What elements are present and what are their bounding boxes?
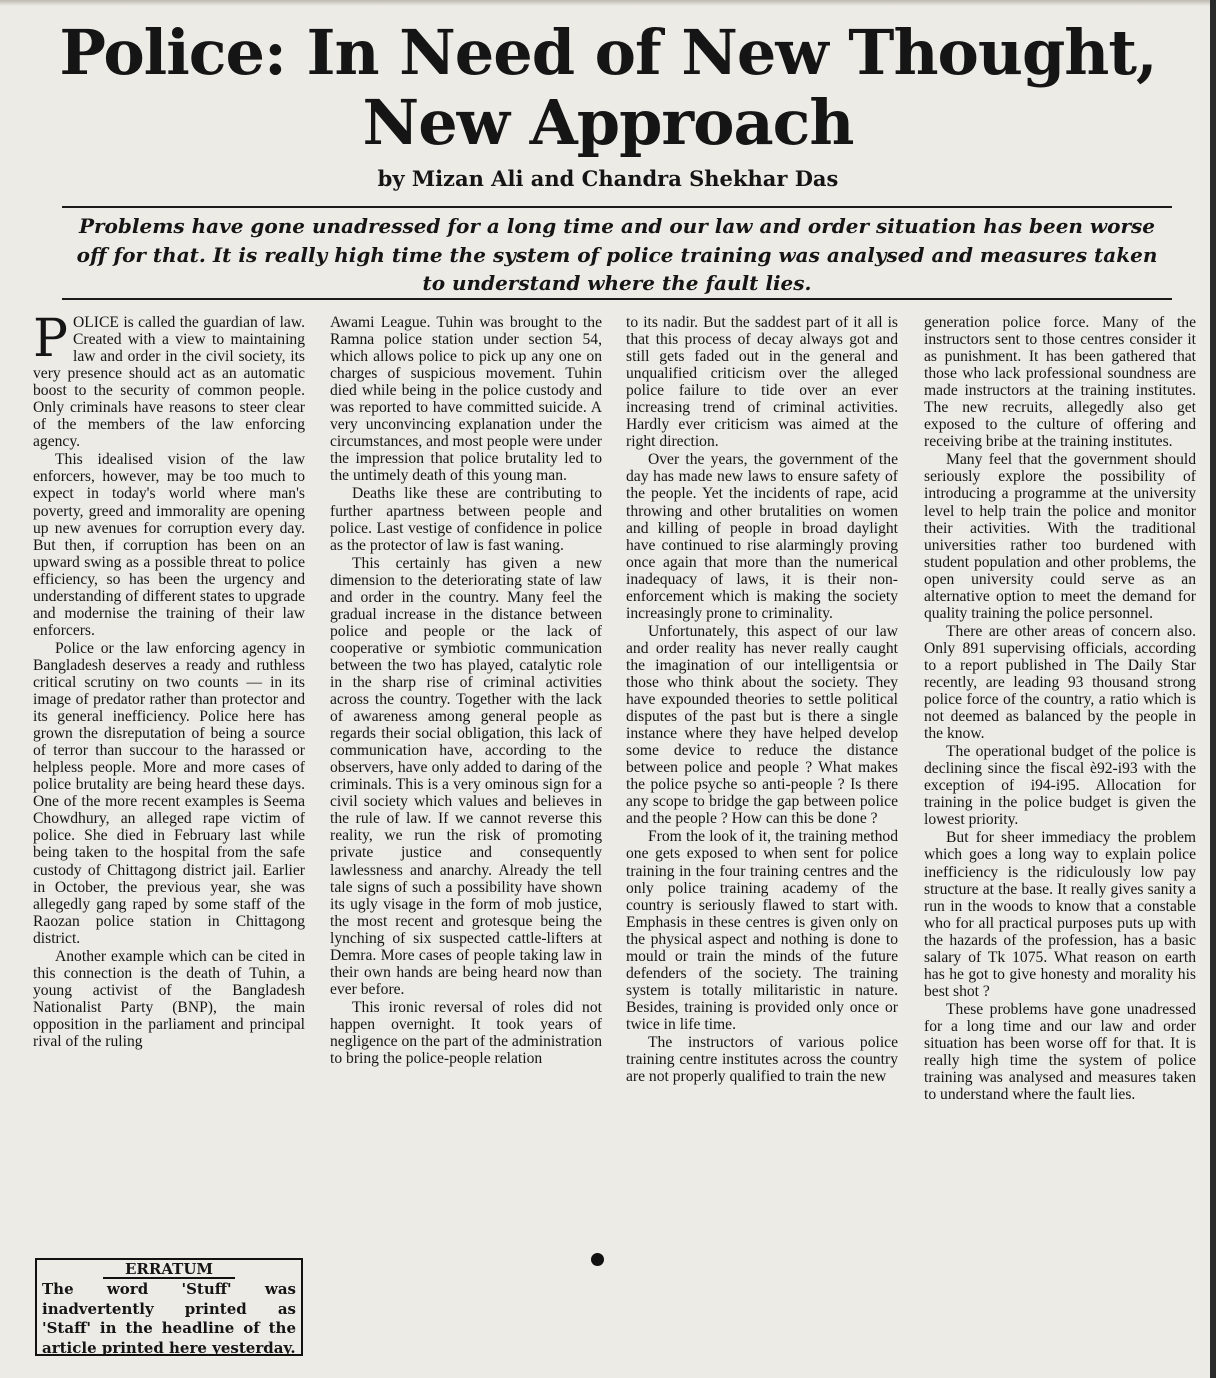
byline: by Mizan Ali and Chandra Shekhar Das	[377, 166, 839, 191]
paragraph: Another example which can be cited in this connection is the death of Tuhin, a young activist of the Bangladesh Nationalist Party (BNP), the main opposition in the parliament and principal rival of the ruling	[33, 947, 305, 1050]
paragraph: POLICE is called the guardian of law. Created with a view to maintaining law and order in the civil society, its very presence should act as an automatic boost to the security of common people. Only criminals have reasons to steer clear of the members of the law enforcing agency.	[33, 309, 305, 451]
paragraph: Police or the law enforcing agency in Bangladesh deserves a ready and ruthless critical scrutiny on two counts — in its image of predator rather than protector and its general inefficiency. Police here has grown the disreputation of being a source of terror than succour to the harassed or helpless people. More and more cases of police brutality are being heard these days. One of the more recent examples is Seema Chowdhury, an alleged rape victim of police. She died in February last while being taken to the hospital from the safe custody of Chittagong district jail. Earlier in October, the previous year, she was allegedly gang raped by some staff of the Raozan police station in Chittagong district.	[33, 639, 305, 947]
page-right-edge	[1210, 0, 1216, 1378]
erratum-text: The word 'Stuff' was inadvertently printed as 'Staff' in the headline of the article printed here yesterday.	[42, 1280, 296, 1357]
paragraph: Unfortunately, this aspect of our law and order reality has never really caught the imagination of our intelligentsia or those who think about the society. They have expounded theories to settle political disputes of the past but is there a single instance where they have helped develop some device to reduce the distance between police and people ? What makes the police psyche so anti-people ? Is there any scope to bridge the gap between police and the people ? How can this be done ?	[626, 622, 898, 828]
paragraph: This ironic reversal of roles did not happen overnight. It took years of negligence on the part of the administration to bring the police-people relation	[330, 998, 602, 1068]
paragraph: The operational budget of the police is declining since the fiscal è92-i93 with the exception of i94-i95. Allocation for training in the police budget is given the lowest priority.	[924, 743, 1196, 829]
paragraph: These problems have gone unadressed for a long time and our law and order situation has been worse off for that. It is really high time the system of police training was analysed and measures taken to understand where the fault lies.	[924, 1000, 1196, 1104]
paragraph: Awami League. Tuhin was brought to the Ramna police station under section 54, which allows police to pick up any one on charges of suspicious movement. Tuhin died while being in the police custody and was reported to have committed suicide. A very unconvincing explanation under the circumstances, and most people were under the impression that police brutality led to the untimely death of this young man.	[330, 314, 602, 485]
paragraph: The instructors of various police training centre institutes across the country are not properly qualified to train the new	[626, 1033, 898, 1086]
column-3	[626, 314, 898, 1085]
paragraph: Over the years, the government of the day has made new laws to ensure safety of the people. Yet the incidents of rape, acid throwing and other brutalities on women and killing of people in broad daylight have continued to rise alarmingly proving once again that more than the numerical inadequacy of laws, it is their non-enforcement which is making the society increasingly prone to criminality.	[626, 451, 898, 622]
deck-top-rule	[62, 206, 1172, 208]
column-1	[33, 309, 305, 1050]
erratum-title: ERRATUM	[103, 1260, 235, 1279]
page-top-edge	[0, 0, 1216, 6]
standfirst: Problems have gone unadressed for a long time and our law and order situation has been worse off for that. It is really high time the system of police training was analysed and measures taken to understand where the fault lies.	[76, 214, 1158, 295]
paragraph: Deaths like these are contributing to further apartness between people and police. Last vestige of confidence in police as the protector of law is fast waning.	[330, 485, 602, 554]
deck-bottom-rule	[62, 298, 1172, 300]
erratum-box	[35, 1258, 303, 1356]
paragraph: But for sheer immediacy the problem which goes a long way to explain police inefficiency is the ridiculously low pay structure at the base. It really gives sanity a run in the woods to know that a constable who for all practical purposes puts up with the hazards of the profession, has a basic salary of Tk 1075. What reason on earth has he got to give honesty and morality his best shot ?	[924, 829, 1196, 1000]
paragraph: Many feel that the government should seriously explore the possibility of introducing a programme at the university level to help train the police and monitor their activities. With the traditional universities rather too burdened with student population and other problems, the open university could serve as an alternative option to meet the demand for quality training the police personnel.	[924, 451, 1196, 622]
drop-cap: P	[33, 309, 68, 369]
paragraph: to its nadir. But the saddest part of it all is that this process of decay always got and still gets faded out in the general and unqualified criticism over the alleged police failure to tide over an ever increasing trend of criminal activities. Hardly ever criticism was aimed at the right direction.	[626, 314, 898, 451]
column-2	[330, 314, 602, 1067]
bullet-dot	[591, 1253, 604, 1266]
headline: Police: In Need of New Thought, New Approach	[59, 16, 1157, 159]
paragraph: generation police force. Many of the instructors sent to those centres consider it as punishment. It has been gathered that those who lack professional soundness are made instructors at the training institutes. The new recruits, allegedly also get exposed to the culture of offering and receiving bribe at the training institutes.	[924, 314, 1196, 451]
paragraph: There are other areas of concern also. Only 891 supervising officials, according to a report published in The Daily Star recently, are leading 93 thousand strong police force of the country, a ratio which is not deemed as balanced by the people in the know.	[924, 622, 1196, 743]
paragraph: This certainly has given a new dimension to the deteriorating state of law and order in the country. Many feel the gradual increase in the distance between police and people or the lack of cooperative or symbiotic communication between the two has played, catalytic role in the sharp rise of criminal activities across the country. Together with the lack of awareness among general people as regards their social obligation, this lack of communication have, according to the observers, have only added to daring of the criminals. This is a very ominous sign for a civil society which values and believes in the rule of law. If we cannot reverse this reality, we run the risk of promoting private justice and consequently lawlessness and anarchy. Already the tell tale signs of such a possibility have shown its ugly visage in the form of mob justice, the most recent and grotesque being the lynching of six suspected cattle-lifters at Demra. More cases of people taking law in their own hands are being heard now than ever before.	[330, 554, 602, 998]
column-4	[924, 314, 1196, 1103]
paragraph: This idealised vision of the law enforcers, however, may be too much to expect in today's world where man's poverty, greed and immorality are opening up new avenues for corruption every day. But then, if corruption has been on an upward swing as a possible threat to police efficiency, so has been the urgency and understanding of different states to upgrade and modernise the training of their law enforcers.	[33, 451, 305, 639]
paragraph: From the look of it, the training method one gets exposed to when sent for police training in the four training centres and the only police training academy of the country is seriously flawed to start with. Emphasis in these centres is given only on the physical aspect and nothing is done to mould or train the minds of the future defenders of the society. The training system is totally militaristic in nature. Besides, training is provided only once or twice in life time.	[626, 828, 898, 1033]
